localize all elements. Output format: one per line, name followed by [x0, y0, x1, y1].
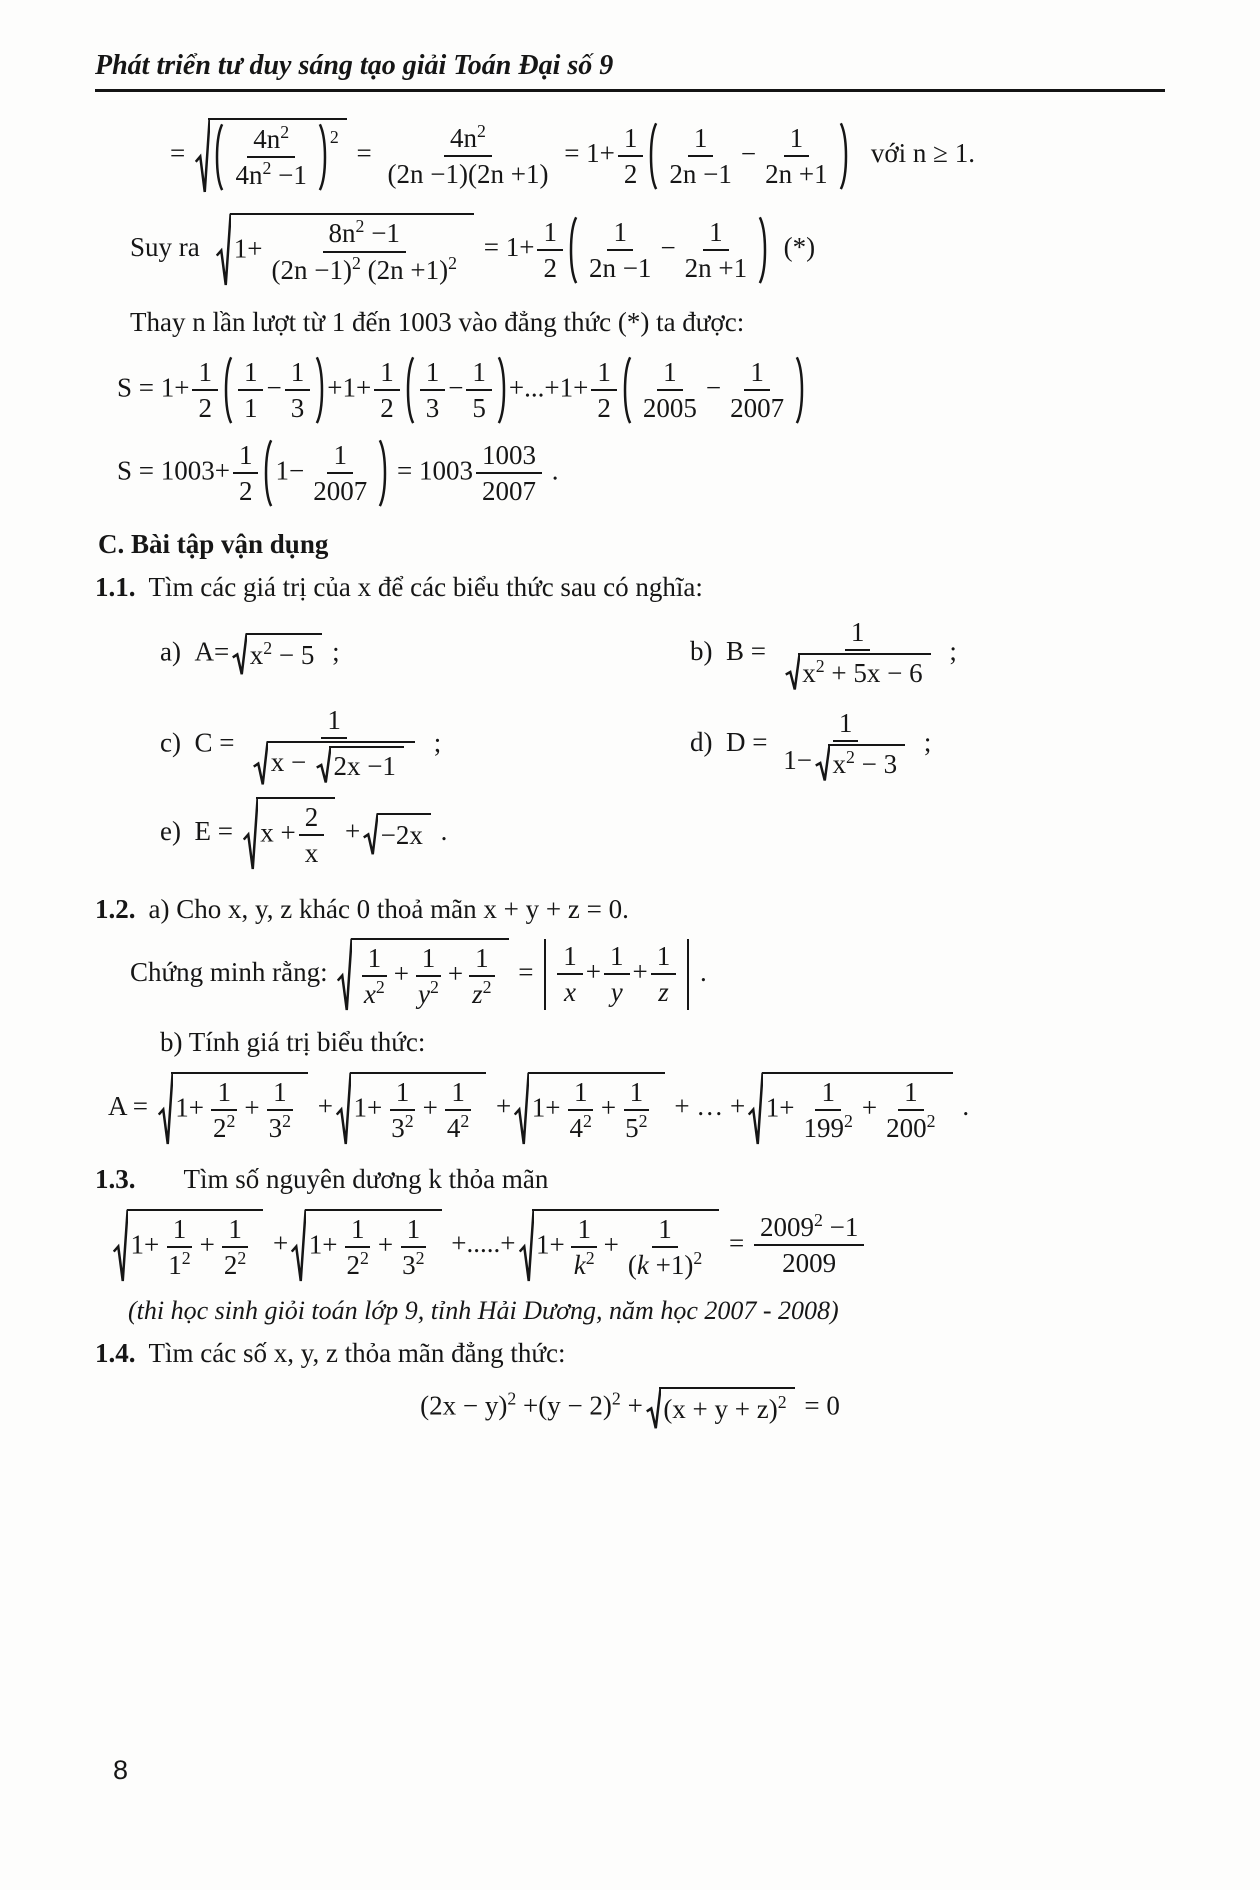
item-d: d) D = 1 1− $x^2 - 3$ ; [690, 708, 1165, 781]
equation-a-sum: A = 1+ $\frac{1}{2^2}$ + $\frac{1}{3^2}$ + 1+ $\frac{1}{3^2}$ + $\frac{1}{4^2}$ + 1+ $\frac{1}{4^2}$ + $\frac{1}{5^2}$ + … + 1+ $\frac{1}{199^2}$ + $\frac{1}{200^2}$ . [108, 1072, 1165, 1145]
equation-suy-ra: Suy ra 1+ $\frac{8n^2 -1}{(2n -1)^2 (2n +1)^2}$ = 1+ $\frac{1}{2}$ $\frac{1}{2n -1}$ − $\frac{1}{2n +1}$ (*) [130, 213, 1165, 286]
running-title: Phát triển tư duy sáng tạo giải Toán Đại số 9 [95, 50, 614, 81]
page-number: 8 [113, 1755, 129, 1785]
problem-number: 1.1. [95, 571, 136, 602]
problem-text: Tìm các số x, y, z thỏa mãn đẳng thức: [148, 1338, 566, 1369]
contest-credit: (thi học sinh giỏi toán lớp 9, tỉnh Hải Dương, năm học 2007 - 2008) [128, 1296, 839, 1326]
section-heading: C. Bài tập vận dụng [98, 528, 329, 559]
equation-s-result: S = 1003+ $\frac{1}{2}$ 1− $\frac{1}{2007}$ = 1003 $\frac{1003}{2007}$ . [117, 439, 559, 506]
problem-1-3 [95, 1162, 1165, 1197]
problem-text: Tìm số nguyên dương k thỏa mãn [183, 1163, 549, 1194]
item-b: b) B = $\frac{1}{x^2 + 5x - 6}$ ; [690, 617, 1165, 690]
item-c: c) C = 1 x − 2x −1 ; [160, 705, 690, 785]
problem-number: 1.4. [95, 1338, 136, 1369]
transition-text: Thay n lần lượt từ 1 đến 1003 vào đẳng thức (*) ta được: [130, 306, 745, 337]
problem-text: a) Cho x, y, z khác 0 thoả mãn x + y + z = 0. [148, 894, 629, 925]
items-row-cd [160, 705, 1165, 785]
page-content [95, 118, 1165, 1429]
problem-number: 1.3. [95, 1163, 136, 1194]
part-b-text: b) Tính giá trị biểu thức: [160, 1027, 426, 1058]
equation-1-4: $(2x - y)^2 +(y - 2)^2$ + $(x + y + z)^2$ = 0 [95, 1387, 1165, 1429]
equation-derivation: = $\frac{4n^2}{4n^2 -1}$ $^2$ = $\frac{4n^2}{(2n -1)(2n +1)}$ = 1+ $\frac{1}{2}$ $\frac{1}{2n -1}$ − $\frac{1}{2n +1}$ với n ≥ 1. [170, 118, 1165, 193]
problem-1-1 [95, 570, 1165, 605]
problem-1-2 [95, 892, 1165, 927]
problem-text: Tìm các giá trị của x để các biểu thức sau có nghĩa: [148, 571, 703, 602]
item-a: a) A= $x^2 - 5$ ; [160, 633, 690, 675]
problem-1-4 [95, 1336, 1165, 1371]
equation-k-sum: 1+ $\frac{1}{1^2}$ + $\frac{1}{2^2}$ + 1+ $\frac{1}{2^2}$ + $\frac{1}{3^2}$ +.....+ 1+ $\frac{1}{k^2}$ + $\frac{1}{(k +1)^2}$ = $\frac{2009^2 -1}{2009}$ [110, 1209, 1165, 1282]
items-row-ab [160, 617, 1165, 690]
equation-chung-minh: Chứng minh rằng: $\frac{1}{x^2}$ + $\frac{1}{y^2}$ + $\frac{1}{z^2}$ = $\frac{1}{x}$ + $\frac{1}{y}$ + $\frac{1}{z}$ . [130, 938, 1165, 1011]
equation-s-expanded: S = 1+ $\frac{1}{2}$ $\frac{1}{1}$ − $\frac{1}{3}$ +1+ $\frac{1}{2}$ $\frac{1}{3}$ − $\frac{1}{5}$ +...+1+ $\frac{1}{2}$ $\frac{1}{2005}$ − $\frac{1}{2007}$ [117, 356, 1165, 424]
item-e: e) E = x + $\frac{2}{x}$ + −2x . [160, 797, 1165, 870]
page-header [95, 50, 1165, 92]
problem-number: 1.2. [95, 894, 136, 925]
